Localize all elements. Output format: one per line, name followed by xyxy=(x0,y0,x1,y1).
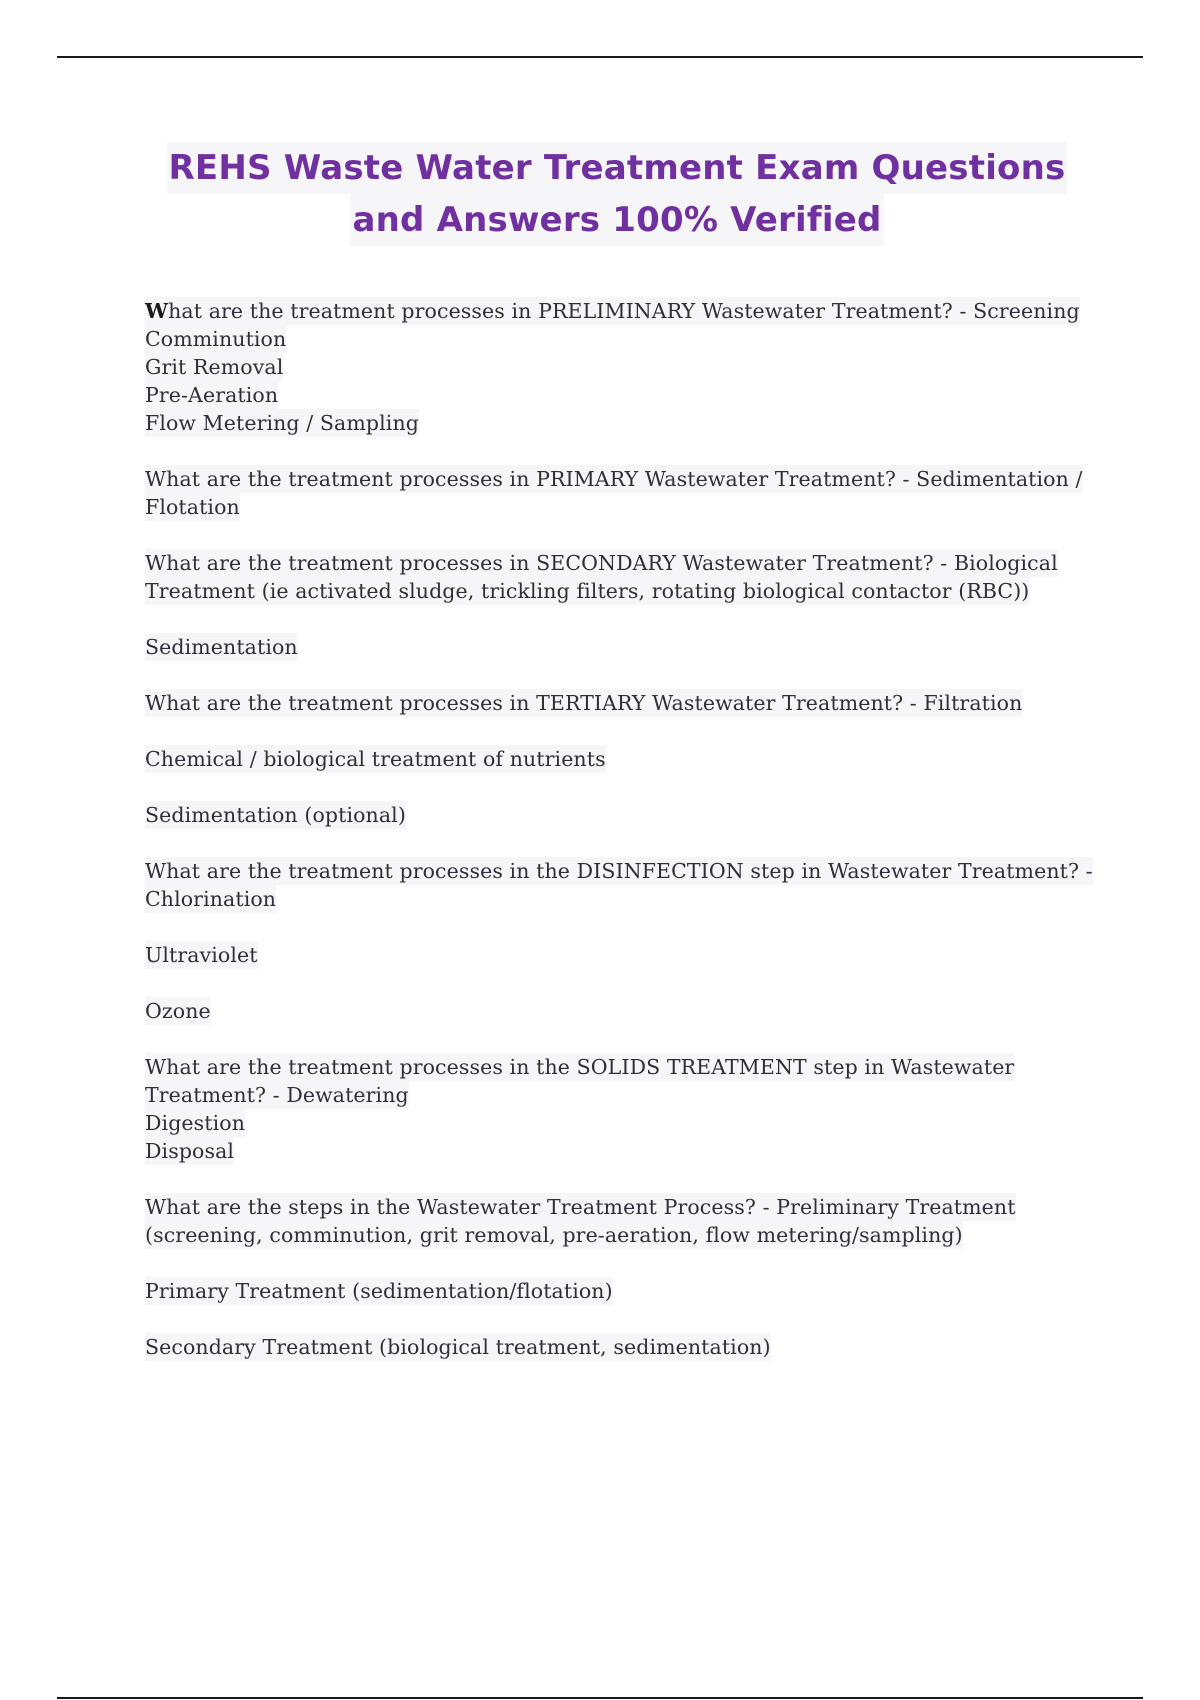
qa-block-steps xyxy=(145,1193,1085,1249)
qa-line: Chemical / biological treatment of nutrients xyxy=(145,747,606,771)
qa-line: What are the treatment processes in PRELIMINARY Wastewater Treatment? - Screening xyxy=(145,299,1080,323)
qa-line: Grit Removal xyxy=(145,355,284,379)
qa-block-sedimentation-optional xyxy=(145,801,1085,829)
qa-line: Flow Metering / Sampling xyxy=(145,411,419,435)
qa-line: Ozone xyxy=(145,999,211,1023)
qa-block-disinfection xyxy=(145,857,1093,913)
qa-line: Comminution xyxy=(145,327,287,351)
top-rule xyxy=(57,56,1143,58)
qa-line: What are the treatment processes in PRIMARY Wastewater Treatment? - Sedimentation / xyxy=(145,467,1083,491)
qa-line: Chlorination xyxy=(145,887,277,911)
qa-block-ultraviolet xyxy=(145,941,1085,969)
qa-line: Sedimentation (optional) xyxy=(145,803,406,827)
bottom-rule xyxy=(57,1697,1143,1699)
qa-line: What are the steps in the Wastewater Treatment Process? - Preliminary Treatment xyxy=(145,1195,1016,1219)
qa-line: What are the treatment processes in the SOLIDS TREATMENT step in Wastewater xyxy=(145,1055,1015,1079)
qa-block-chemical xyxy=(145,745,1085,773)
qa-line: Digestion xyxy=(145,1111,246,1135)
qa-line: Ultraviolet xyxy=(145,943,258,967)
qa-line: Treatment? - Dewatering xyxy=(145,1083,409,1107)
title-line-1: REHS Waste Water Treatment Exam Questions xyxy=(167,142,1068,194)
qa-line: Primary Treatment (sedimentation/flotation) xyxy=(145,1279,613,1303)
qa-line: Disposal xyxy=(145,1139,235,1163)
qa-line: What are the treatment processes in TERTIARY Wastewater Treatment? - Filtration xyxy=(145,691,1023,715)
title-line-2: and Answers 100% Verified xyxy=(350,194,883,246)
qa-block-secondary-treatment xyxy=(145,1333,1085,1361)
qa-line: What are the treatment processes in the DISINFECTION step in Wastewater Treatment? - xyxy=(145,859,1093,883)
qa-block-preliminary xyxy=(145,297,1085,437)
document-title xyxy=(0,142,1200,246)
qa-block-primary-treatment xyxy=(145,1277,1085,1305)
qa-block-tertiary xyxy=(145,689,1085,717)
qa-line: Treatment (ie activated sludge, trickling filters, rotating biological contactor (RBC)) xyxy=(145,579,1030,603)
qa-block-secondary xyxy=(145,549,1085,605)
qa-block-sedimentation xyxy=(145,633,1085,661)
qa-line: What are the treatment processes in SECONDARY Wastewater Treatment? - Biological xyxy=(145,551,1058,575)
qa-block-solids xyxy=(145,1053,1085,1165)
qa-line: Secondary Treatment (biological treatment, sedimentation) xyxy=(145,1335,771,1359)
qa-block-primary xyxy=(145,465,1085,521)
qa-line: Flotation xyxy=(145,495,240,519)
qa-block-ozone xyxy=(145,997,1085,1025)
qa-line: (screening, comminution, grit removal, pre-aeration, flow metering/sampling) xyxy=(145,1223,963,1247)
qa-line: Pre-Aeration xyxy=(145,383,279,407)
qa-content xyxy=(145,297,1093,1389)
qa-line: Sedimentation xyxy=(145,635,298,659)
